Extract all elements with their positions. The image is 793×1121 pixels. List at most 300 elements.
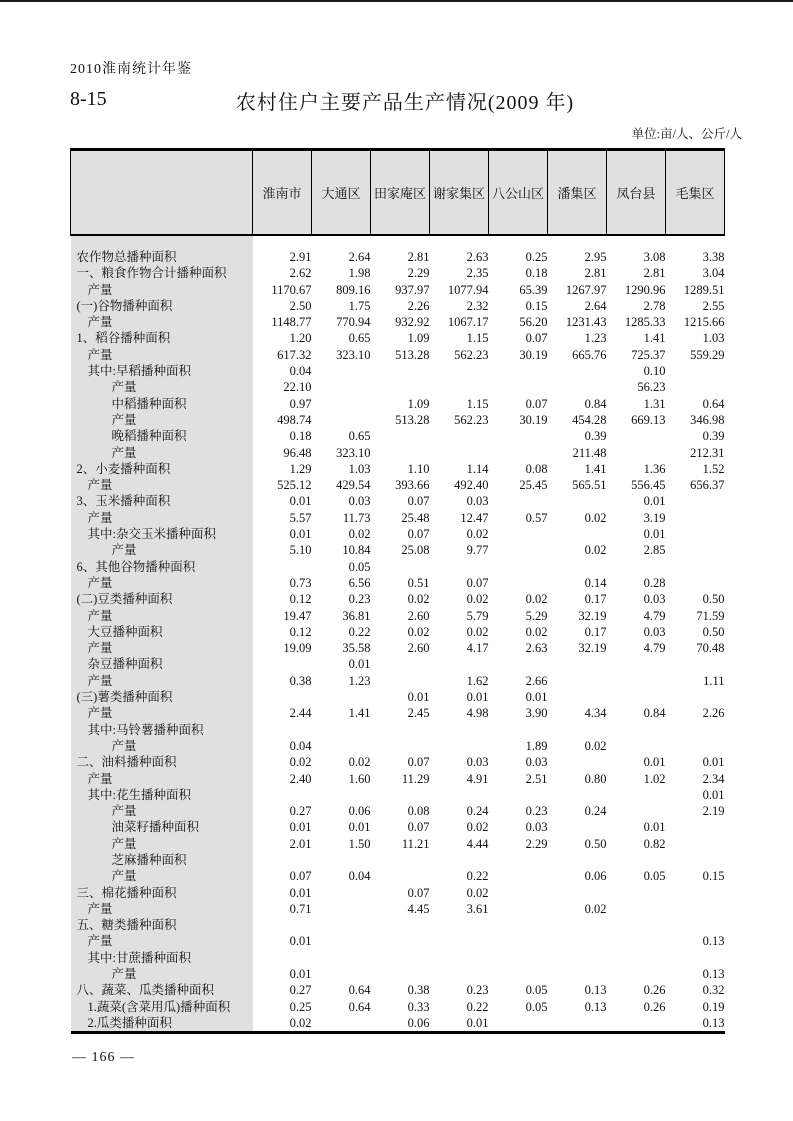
cell-value: 0.19 <box>702 999 725 1014</box>
cell-value: 0.33 <box>407 999 430 1014</box>
cell-value: 0.01 <box>643 820 666 835</box>
cell-value: 0.03 <box>525 820 548 835</box>
cell-value: 1290.96 <box>624 282 666 297</box>
column-header: 大通区 <box>312 150 371 236</box>
row-label: 产量 <box>71 966 253 982</box>
cell-value: 2.81 <box>584 266 607 281</box>
cell-value: 0.03 <box>348 494 371 509</box>
cell-value: 1.29 <box>289 461 312 476</box>
cell-value <box>489 428 548 444</box>
cell-value: 0.02 <box>466 820 489 835</box>
cell-value: 0.01 <box>407 690 430 705</box>
cell-value: 0.65 <box>348 429 371 444</box>
cell-value: 25.48 <box>401 510 430 525</box>
cell-value <box>312 396 371 412</box>
cell-value: 454.28 <box>572 412 607 427</box>
cell-value <box>430 656 489 672</box>
cell-value <box>371 787 430 803</box>
cell-value: 2.19 <box>702 804 725 819</box>
cell-value: 0.03 <box>643 624 666 639</box>
cell-value: 0.01 <box>289 967 312 982</box>
cell-value <box>371 852 430 868</box>
cell-value <box>666 689 725 705</box>
table-row <box>71 428 725 444</box>
column-header: 田家庵区 <box>371 150 430 236</box>
cell-value: 212.31 <box>690 445 725 460</box>
cell-value <box>666 836 725 852</box>
cell-value <box>430 428 489 444</box>
cell-value: 669.13 <box>631 412 666 427</box>
cell-value <box>666 379 725 395</box>
cell-value <box>607 933 666 949</box>
row-label: 晚稻播种面积 <box>71 428 253 444</box>
cell-value <box>253 950 312 966</box>
cell-value: 10.84 <box>342 543 371 558</box>
cell-value: 1.41 <box>584 461 607 476</box>
cell-value: 0.07 <box>407 820 430 835</box>
cell-value: 0.03 <box>466 755 489 770</box>
cell-value: 11.29 <box>401 771 430 786</box>
cell-value: 0.07 <box>525 331 548 346</box>
cell-value: 393.66 <box>395 478 430 493</box>
cell-value: 0.64 <box>348 999 371 1014</box>
cell-value <box>489 493 548 509</box>
row-label: 产量 <box>71 510 253 526</box>
cell-value <box>607 673 666 689</box>
cell-value: 1285.33 <box>624 315 666 330</box>
cell-value <box>371 379 430 395</box>
cell-value: 2.01 <box>289 836 312 851</box>
cell-value <box>548 917 607 933</box>
cell-value <box>371 559 430 575</box>
cell-value <box>253 722 312 738</box>
row-label: 1、稻谷播种面积 <box>71 330 253 346</box>
row-label: 杂豆播种面积 <box>71 656 253 672</box>
cell-value: 0.13 <box>702 967 725 982</box>
cell-value: 2.55 <box>702 298 725 313</box>
cell-value: 2.81 <box>643 266 666 281</box>
cell-value: 65.39 <box>519 282 548 297</box>
row-label: 产量 <box>71 445 253 461</box>
table-row <box>71 999 725 1015</box>
cell-value: 2.45 <box>407 706 430 721</box>
table-row <box>71 917 725 933</box>
cell-value <box>489 933 548 949</box>
table-row <box>71 591 725 607</box>
cell-value <box>371 363 430 379</box>
cell-value <box>430 917 489 933</box>
cell-value <box>607 738 666 754</box>
cell-value: 562.23 <box>454 347 489 362</box>
cell-value: 0.02 <box>525 624 548 639</box>
cell-value: 1.50 <box>348 836 371 851</box>
cell-value: 0.84 <box>584 396 607 411</box>
cell-value <box>489 852 548 868</box>
cell-value: 1.62 <box>466 673 489 688</box>
cell-value <box>253 689 312 705</box>
row-label: 产量 <box>71 314 253 330</box>
cell-value <box>548 1015 607 1033</box>
cell-value <box>666 722 725 738</box>
cell-value: 2.26 <box>702 706 725 721</box>
row-label: 6、其他谷物播种面积 <box>71 559 253 575</box>
cell-value: 0.23 <box>466 983 489 998</box>
cell-value <box>371 673 430 689</box>
cell-value <box>312 852 371 868</box>
cell-value: 0.26 <box>643 983 666 998</box>
cell-value <box>607 917 666 933</box>
cell-value <box>607 966 666 982</box>
table-row <box>71 575 725 591</box>
row-label: 产量 <box>71 738 253 754</box>
cell-value: 0.04 <box>289 738 312 753</box>
cell-value: 1.89 <box>525 738 548 753</box>
cell-value: 0.15 <box>525 298 548 313</box>
cell-value: 0.01 <box>643 755 666 770</box>
cell-value <box>666 510 725 526</box>
cell-value <box>371 868 430 884</box>
table-row <box>71 950 725 966</box>
cell-value <box>548 722 607 738</box>
cell-value: 1.20 <box>289 331 312 346</box>
cell-value <box>371 933 430 949</box>
cell-value: 4.17 <box>466 641 489 656</box>
cell-value <box>548 787 607 803</box>
cell-value: 565.51 <box>572 478 607 493</box>
cell-value <box>489 575 548 591</box>
table-row <box>71 396 725 412</box>
cell-value: 498.74 <box>277 412 312 427</box>
cell-value: 559.29 <box>690 347 725 362</box>
cell-value <box>489 363 548 379</box>
cell-value: 1.09 <box>407 331 430 346</box>
cell-value: 1.75 <box>348 298 371 313</box>
cell-value: 656.37 <box>690 478 725 493</box>
cell-value: 2.64 <box>348 250 371 264</box>
cell-value: 0.03 <box>525 755 548 770</box>
row-label: 一、粮食作物合计播种面积 <box>71 265 253 281</box>
cell-value: 2.26 <box>407 298 430 313</box>
cell-value <box>489 526 548 542</box>
cell-value: 0.57 <box>525 510 548 525</box>
cell-value: 0.02 <box>466 527 489 542</box>
cell-value <box>312 901 371 917</box>
cell-value <box>489 868 548 884</box>
cell-value: 2.66 <box>525 673 548 688</box>
table-row <box>71 722 725 738</box>
cell-value <box>489 656 548 672</box>
cell-value: 1.02 <box>643 771 666 786</box>
cell-value: 1.52 <box>702 461 725 476</box>
row-label: 2.瓜类播种面积 <box>71 1015 253 1033</box>
row-label: 2、小麦播种面积 <box>71 461 253 477</box>
row-label: 产量 <box>71 836 253 852</box>
cell-value <box>430 787 489 803</box>
cell-value: 0.26 <box>643 999 666 1014</box>
cell-value: 4.79 <box>643 641 666 656</box>
row-label: 其中:杂交玉米播种面积 <box>71 526 253 542</box>
table-row <box>71 412 725 428</box>
cell-value <box>371 917 430 933</box>
cell-value: 0.22 <box>466 869 489 884</box>
column-header: 潘集区 <box>548 150 607 236</box>
cell-value: 1.23 <box>584 331 607 346</box>
cell-value <box>312 379 371 395</box>
cell-value: 0.23 <box>525 804 548 819</box>
row-label: 其中:马铃薯播种面积 <box>71 722 253 738</box>
cell-value: 0.01 <box>289 527 312 542</box>
cell-value: 32.19 <box>578 608 607 623</box>
row-label: 产量 <box>71 771 253 787</box>
cell-value <box>253 656 312 672</box>
cell-value: 0.24 <box>466 804 489 819</box>
unit-note: 单位:亩/人、公斤/人 <box>631 127 742 141</box>
cell-value: 2.60 <box>407 641 430 656</box>
cell-value <box>548 559 607 575</box>
cell-value <box>430 852 489 868</box>
cell-value <box>489 901 548 917</box>
row-label: 产量 <box>71 868 253 884</box>
column-header: 毛集区 <box>666 150 725 236</box>
row-label: 三、棉花播种面积 <box>71 885 253 901</box>
cell-value: 0.02 <box>289 755 312 770</box>
cell-value: 0.07 <box>407 527 430 542</box>
cell-value: 0.05 <box>525 999 548 1014</box>
row-label: 产量 <box>71 705 253 721</box>
cell-value <box>371 722 430 738</box>
table-row <box>71 559 725 575</box>
table-row <box>71 282 725 298</box>
table-row <box>71 819 725 835</box>
cell-value: 0.39 <box>702 429 725 444</box>
production-table <box>70 148 725 1034</box>
cell-value: 2.51 <box>525 771 548 786</box>
cell-value: 0.22 <box>466 999 489 1014</box>
table-row <box>71 314 725 330</box>
cell-value: 19.09 <box>283 641 312 656</box>
cell-value <box>430 933 489 949</box>
cell-value: 2.81 <box>407 250 430 264</box>
cell-value: 0.01 <box>702 755 725 770</box>
table-row <box>71 235 725 265</box>
cell-value: 0.01 <box>289 494 312 509</box>
cell-value <box>607 885 666 901</box>
cell-value <box>607 722 666 738</box>
cell-value: 5.79 <box>466 608 489 623</box>
cell-value: 0.25 <box>289 999 312 1014</box>
cell-value <box>430 559 489 575</box>
cell-value <box>548 526 607 542</box>
cell-value: 22.10 <box>283 380 312 395</box>
cell-value: 1067.17 <box>447 315 489 330</box>
table-row <box>71 347 725 363</box>
cell-value <box>548 673 607 689</box>
table-row <box>71 510 725 526</box>
row-label: 产量 <box>71 640 253 656</box>
cell-value: 0.51 <box>407 575 430 590</box>
table-row <box>71 982 725 998</box>
cell-value <box>666 559 725 575</box>
cell-value <box>666 575 725 591</box>
row-label: 产量 <box>71 477 253 493</box>
cell-value: 0.08 <box>525 461 548 476</box>
cell-value: 1.15 <box>466 396 489 411</box>
cell-value: 0.01 <box>702 787 725 802</box>
cell-value: 1.31 <box>643 396 666 411</box>
cell-value: 0.38 <box>289 673 312 688</box>
column-header: 谢家集区 <box>430 150 489 236</box>
cell-value: 6.56 <box>348 575 371 590</box>
cell-value: 30.19 <box>519 347 548 362</box>
row-label: 芝麻播种面积 <box>71 852 253 868</box>
cell-value: 1267.97 <box>565 282 607 297</box>
cell-value: 5.10 <box>289 543 312 558</box>
cell-value <box>253 559 312 575</box>
cell-value: 96.48 <box>283 445 312 460</box>
cell-value <box>666 885 725 901</box>
table-row <box>71 526 725 542</box>
table-row <box>71 298 725 314</box>
cell-value: 0.01 <box>525 690 548 705</box>
cell-value: 0.01 <box>466 1015 489 1030</box>
cell-value <box>548 950 607 966</box>
cell-value: 0.01 <box>289 885 312 900</box>
table-row <box>71 542 725 558</box>
cell-value: 2.63 <box>525 641 548 656</box>
cell-value: 1.41 <box>643 331 666 346</box>
cell-value <box>548 754 607 770</box>
cell-value: 0.01 <box>289 820 312 835</box>
cell-value: 0.07 <box>466 575 489 590</box>
cell-value <box>489 542 548 558</box>
cell-value <box>548 966 607 982</box>
cell-value <box>489 1015 548 1033</box>
row-label: 农作物总播种面积 <box>71 235 253 265</box>
cell-value <box>607 428 666 444</box>
cell-value <box>312 917 371 933</box>
cell-value <box>312 738 371 754</box>
cell-value: 2.60 <box>407 608 430 623</box>
row-label: 产量 <box>71 347 253 363</box>
cell-value: 1170.67 <box>271 282 312 297</box>
cell-value: 3.04 <box>702 266 725 281</box>
cell-value <box>430 379 489 395</box>
cell-value <box>489 966 548 982</box>
cell-value: 2.29 <box>407 266 430 281</box>
row-label: 二、油料播种面积 <box>71 754 253 770</box>
cell-value <box>607 689 666 705</box>
cell-value: 0.32 <box>702 983 725 998</box>
cell-value: 71.59 <box>696 608 725 623</box>
header-row <box>71 150 725 236</box>
cell-value <box>371 738 430 754</box>
cell-value: 0.02 <box>584 510 607 525</box>
cell-value <box>489 379 548 395</box>
cell-value: 56.20 <box>519 315 548 330</box>
cell-value <box>312 950 371 966</box>
cell-value <box>489 950 548 966</box>
cell-value: 770.94 <box>336 315 371 330</box>
row-label: 其中:早稻播种面积 <box>71 363 253 379</box>
cell-value: 0.10 <box>643 364 666 379</box>
cell-value <box>253 852 312 868</box>
cell-value <box>666 738 725 754</box>
cell-value: 2.29 <box>525 836 548 851</box>
cell-value <box>312 885 371 901</box>
cell-value: 0.13 <box>702 934 725 949</box>
cell-value: 0.02 <box>466 885 489 900</box>
cell-value <box>430 966 489 982</box>
cell-value <box>312 363 371 379</box>
cell-value <box>607 852 666 868</box>
cell-value: 0.80 <box>584 771 607 786</box>
row-label: (三)薯类播种面积 <box>71 689 253 705</box>
cell-value: 3.38 <box>702 250 725 264</box>
table-row <box>71 265 725 281</box>
cell-value: 36.81 <box>342 608 371 623</box>
row-label: 产量 <box>71 412 253 428</box>
cell-value: 0.02 <box>584 738 607 753</box>
table-row <box>71 461 725 477</box>
cell-value: 0.02 <box>407 624 430 639</box>
cell-value: 0.13 <box>702 1015 725 1030</box>
page-number: — 166 — <box>72 1050 135 1065</box>
cell-value: 2.63 <box>466 250 489 264</box>
cell-value: 323.10 <box>336 347 371 362</box>
cell-value: 2.91 <box>289 250 312 264</box>
cell-value: 1.09 <box>407 396 430 411</box>
cell-value: 2.78 <box>643 298 666 313</box>
cell-value: 1289.51 <box>683 282 725 297</box>
row-label: 产量 <box>71 379 253 395</box>
cell-value: 0.22 <box>348 624 371 639</box>
column-header: 凤台县 <box>607 150 666 236</box>
cell-value: 0.04 <box>289 364 312 379</box>
cell-value: 0.03 <box>466 494 489 509</box>
cell-value <box>312 933 371 949</box>
cell-value: 0.65 <box>348 331 371 346</box>
cell-value <box>607 445 666 461</box>
cell-value: 2.50 <box>289 298 312 313</box>
cell-value: 1.10 <box>407 461 430 476</box>
page-title: 农村住户主要产品生产情况(2009 年) <box>235 92 575 114</box>
cell-value <box>430 950 489 966</box>
cell-value: 0.17 <box>584 592 607 607</box>
cell-value: 0.12 <box>289 592 312 607</box>
cell-value: 0.50 <box>702 624 725 639</box>
row-label: 其中:花生播种面积 <box>71 787 253 803</box>
cell-value <box>312 722 371 738</box>
cell-value <box>430 738 489 754</box>
cell-value <box>666 917 725 933</box>
cell-value: 562.23 <box>454 412 489 427</box>
cell-value: 1077.94 <box>447 282 489 297</box>
cell-value: 0.06 <box>584 869 607 884</box>
row-label: 产量 <box>71 673 253 689</box>
table-row <box>71 656 725 672</box>
cell-value: 4.45 <box>407 901 430 916</box>
cell-value: 1.60 <box>348 771 371 786</box>
cell-value <box>489 559 548 575</box>
table-row <box>71 836 725 852</box>
table-row <box>71 868 725 884</box>
row-label: (一)谷物播种面积 <box>71 298 253 314</box>
cell-value: 25.08 <box>401 543 430 558</box>
table-row <box>71 787 725 803</box>
cell-value <box>430 722 489 738</box>
cell-value: 0.07 <box>407 755 430 770</box>
cell-value <box>548 852 607 868</box>
